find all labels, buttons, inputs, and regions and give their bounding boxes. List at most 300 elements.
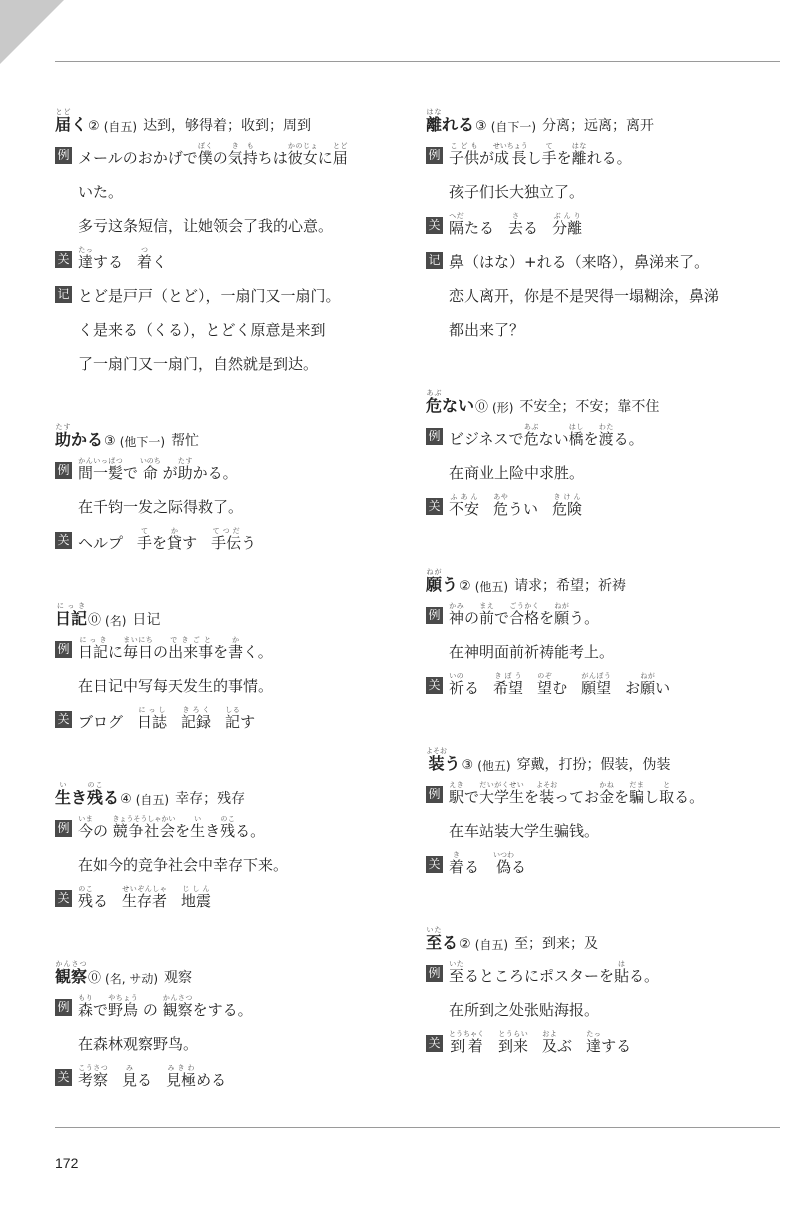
- entry-headline: [426, 568, 776, 594]
- translation-line: [426, 178, 776, 204]
- ruby-word: 書か: [228, 636, 244, 661]
- ruby-word: 記録きろく: [181, 705, 212, 731]
- furigana: い: [55, 781, 71, 790]
- furigana: よそお: [536, 781, 558, 789]
- translation: 在车站装大学生骗钱。: [449, 822, 600, 840]
- memo-line: [426, 281, 776, 307]
- furigana: かみ: [449, 602, 465, 610]
- furigana: かのじょ: [287, 142, 318, 150]
- ruby-word: 命いのち: [139, 457, 161, 482]
- memo-text: 鼻（はな）+れる（来咯），鼻涕来了。: [449, 252, 710, 271]
- vocab-entry: [55, 602, 405, 733]
- furigana: にっし: [137, 705, 168, 714]
- ruby-word: 貼は: [614, 960, 630, 985]
- ruby-word: 取と: [659, 781, 675, 806]
- related-word: 記しるす: [225, 705, 256, 731]
- ruby-word: 残のこ: [87, 781, 104, 808]
- related-word: [181, 885, 211, 913]
- furigana: だいがくせい: [479, 781, 525, 789]
- translation: 在如今的竞争社会中幸存下来。: [78, 856, 289, 874]
- translation-line: [426, 817, 776, 843]
- related-line: [55, 885, 405, 913]
- furigana: て: [541, 142, 557, 150]
- pitch-accent: ③: [461, 757, 474, 773]
- ruby-word: 見極みきわ: [166, 1063, 197, 1089]
- furigana: ねが: [426, 568, 443, 577]
- meaning: 达到，够得着；收到；周到: [143, 117, 312, 134]
- related-word: 隔へだたる: [449, 211, 495, 237]
- entry-headline: [55, 602, 405, 628]
- furigana: えき: [449, 781, 465, 789]
- furigana: てつだ: [211, 526, 242, 535]
- related-word: 見みる: [122, 1063, 153, 1089]
- translation-line: [55, 493, 405, 519]
- ruby-word: 競争社会きょうそうしゃかい: [112, 815, 176, 840]
- example-line: [55, 994, 405, 1022]
- entry-headline: [426, 747, 776, 773]
- furigana: のこ: [87, 781, 104, 790]
- part-of-speech: (自五): [135, 792, 170, 807]
- pitch-accent: ⓪: [475, 399, 489, 415]
- example-sentence: ビジネスで危あぶない橋はしを渡わたる。: [449, 423, 644, 448]
- ruby-word: 手伝てつだ: [211, 526, 242, 552]
- pitch-accent: ③: [475, 118, 487, 134]
- furigana: はな: [426, 108, 443, 117]
- related-word: [78, 1064, 108, 1092]
- entry-headline: [55, 781, 405, 807]
- furigana: か: [228, 636, 244, 644]
- furigana: しる: [225, 705, 241, 714]
- translation-line: [426, 996, 776, 1022]
- example-line: [55, 457, 405, 485]
- example-line: [426, 423, 776, 451]
- furigana: たす: [177, 457, 193, 465]
- vocab-entry: [426, 568, 776, 699]
- vocab-entry: [55, 781, 405, 912]
- part-of-speech: (他五): [474, 579, 509, 594]
- furigana: み: [122, 1063, 138, 1072]
- example-tag: 例: [55, 820, 72, 837]
- example-tag: 例: [426, 428, 443, 445]
- example-tag: 例: [55, 462, 72, 479]
- example-tag: 例: [426, 965, 443, 982]
- furigana: きょうそうしゃかい: [112, 815, 176, 823]
- example-line: [55, 636, 405, 664]
- furigana: とど: [332, 142, 348, 150]
- example-tag: 例: [426, 147, 443, 164]
- part-of-speech: (他下一): [119, 434, 166, 449]
- example-line: [426, 602, 776, 630]
- headword: 離はなれる: [426, 108, 475, 135]
- related-line: [55, 527, 405, 555]
- furigana: がんぼう: [581, 671, 612, 680]
- ruby-word: 願ねが: [426, 568, 443, 595]
- related-line: [426, 1030, 776, 1058]
- pitch-accent: ⓪: [88, 612, 102, 628]
- furigana: いた: [449, 960, 465, 968]
- ruby-word: 助たす: [177, 457, 193, 482]
- part-of-speech: (自五): [474, 937, 509, 952]
- example-tag: 例: [55, 641, 72, 658]
- example-sentence: 間一髪かんいっぱつで 命いのち が助たすかる。: [78, 457, 238, 482]
- ruby-word: 届とど: [332, 142, 348, 167]
- related-word: [122, 885, 167, 913]
- pitch-accent: ②: [459, 578, 471, 594]
- related-line: [426, 851, 776, 879]
- ruby-word: 考察こうさつ: [78, 1063, 109, 1089]
- vocab-entry: [426, 747, 776, 878]
- related-tag: 关: [426, 498, 443, 515]
- pitch-accent: ⓪: [88, 970, 102, 986]
- ruby-word: 残のこ: [220, 815, 236, 840]
- related-line: [55, 706, 405, 734]
- ruby-word: 日記にっき: [78, 636, 109, 661]
- ruby-word: 生存者せいぞんしゃ: [122, 884, 168, 910]
- furigana: せいちょう: [492, 142, 528, 150]
- furigana: あぶ: [426, 389, 443, 398]
- furigana: ぶんり: [552, 211, 583, 220]
- part-of-speech: (名, サ动): [105, 971, 159, 986]
- related-word: [552, 212, 582, 240]
- ruby-word: 残のこ: [78, 884, 94, 910]
- related-word: [493, 672, 523, 700]
- furigana: ぼく: [197, 142, 213, 150]
- furigana: き: [449, 850, 464, 859]
- ruby-word: 観察かんさつ: [162, 994, 193, 1019]
- left-column: [55, 108, 405, 1139]
- related-word: 手てを貸かす: [137, 526, 198, 552]
- furigana: ごうかく: [509, 602, 540, 610]
- furigana: もり: [78, 994, 94, 1002]
- furigana: か: [167, 526, 183, 535]
- ruby-word: 騙だま: [629, 781, 645, 806]
- furigana: ふあん: [449, 492, 480, 501]
- meaning: 日记: [132, 611, 161, 628]
- translation: 在神明面前祈祷能考上。: [449, 643, 615, 661]
- ruby-word: 前まえ: [479, 602, 495, 627]
- ruby-word: 日記にっき: [55, 602, 88, 629]
- furigana: たっ: [78, 245, 94, 254]
- page-number: 172: [55, 1155, 79, 1171]
- furigana: にっき: [55, 602, 87, 611]
- example-tag: 例: [426, 786, 443, 803]
- ruby-word: 子供こども: [449, 142, 480, 167]
- furigana: せいぞんしゃ: [122, 884, 168, 893]
- furigana: きぼう: [493, 671, 524, 680]
- example-sentence: 子供こどもが成長せいちょうし手てを離はなれる。: [449, 142, 632, 167]
- ruby-word: 届とど: [55, 108, 72, 135]
- ruby-word: 分離ぶんり: [552, 211, 583, 237]
- furigana: て: [137, 526, 153, 535]
- part-of-speech: (他五): [477, 758, 511, 773]
- ruby-word: 野鳥やちょう: [108, 994, 139, 1019]
- furigana: のぞ: [537, 671, 553, 680]
- example-sentence: 森もりで野鳥やちょう の 観察かんさつをする。: [78, 994, 253, 1019]
- ruby-word: 森もり: [78, 994, 94, 1019]
- translation: 在森林观察野鸟。: [78, 1035, 199, 1053]
- furigana: つ: [137, 245, 153, 254]
- furigana: きろく: [181, 705, 212, 714]
- ruby-word: 出来事できごと: [168, 636, 214, 661]
- related-word: 望のぞむ: [537, 671, 568, 697]
- example-tag: 例: [55, 147, 72, 164]
- ruby-word: 不安ふあん: [449, 492, 480, 518]
- ruby-word: 達たっ: [586, 1029, 602, 1055]
- headword: 届とどく: [55, 108, 88, 135]
- furigana: みきわ: [166, 1063, 197, 1072]
- pitch-accent: ④: [120, 791, 132, 807]
- memo-text: とど是戸戸（とど），一扇门又一扇门。: [78, 286, 341, 305]
- related-word: 危あやうい: [493, 492, 539, 518]
- related-word: [449, 1030, 484, 1058]
- memo-line: [55, 281, 405, 307]
- ruby-word: 間一髪かんいっぱつ: [78, 457, 124, 482]
- ruby-word: 成長せいちょう: [492, 142, 528, 167]
- headword: 至いたる: [426, 926, 459, 953]
- translation-line: [55, 212, 405, 238]
- vocab-entry: [55, 423, 405, 554]
- ruby-word: 去さ: [508, 211, 524, 237]
- example-tag: 例: [55, 999, 72, 1016]
- translation-line: [426, 459, 776, 485]
- furigana: こうさつ: [78, 1063, 109, 1072]
- example-line: [55, 815, 405, 843]
- vocab-entry: [55, 960, 405, 1091]
- example-sentence: 駅えきで大学生だいがくせいを装よそおってお金かねを騙だまし取とる。: [449, 781, 705, 806]
- ruby-word: 至いた: [449, 960, 465, 985]
- furigana: と: [659, 781, 675, 789]
- entry-headline: [55, 108, 405, 134]
- entry-headline: [426, 389, 776, 415]
- example-sentence: メールのおかげで僕ぼくの気持きもちは彼女かのじょに届とど: [78, 142, 348, 167]
- furigana: い: [190, 815, 206, 823]
- headword: [55, 960, 87, 986]
- furigana: たっ: [586, 1029, 602, 1038]
- ruby-word: 彼女かのじょ: [287, 142, 318, 167]
- furigana: いた: [426, 926, 443, 935]
- furigana: こども: [449, 142, 480, 150]
- translation: 在所到之处张贴海报。: [449, 1001, 600, 1019]
- meaning: 幸存；残存: [175, 790, 246, 807]
- related-word: 着つく: [137, 245, 168, 271]
- related-tag: 关: [426, 677, 443, 694]
- furigana: かんいっぱつ: [78, 457, 124, 465]
- ruby-word: 隔へだ: [449, 211, 465, 237]
- related-word: 偽いつわる: [493, 850, 527, 876]
- ruby-word: 離はな: [571, 142, 587, 167]
- example-tag: 例: [426, 607, 443, 624]
- ruby-word: 願ねが: [640, 671, 656, 697]
- related-tag: 关: [55, 890, 72, 907]
- meaning: 不安全；不安；靠不住: [519, 398, 660, 415]
- ruby-word: 貸か: [167, 526, 183, 552]
- related-tag: 关: [55, 711, 72, 728]
- meaning: 帮忙: [171, 432, 200, 449]
- ruby-word: 達たっ: [78, 245, 94, 271]
- ruby-word: 手て: [541, 142, 557, 167]
- furigana: よそお: [426, 747, 447, 756]
- translation: 孩子们长大独立了。: [449, 183, 585, 201]
- ruby-word: 生い: [55, 781, 72, 808]
- headword: 危あぶない: [426, 389, 475, 416]
- ruby-word: 離はな: [426, 108, 443, 135]
- translation-line: [426, 638, 776, 664]
- furigana: にっき: [78, 636, 108, 644]
- vocab-entry: [55, 108, 405, 375]
- meaning: 分离；远离；离开: [542, 117, 655, 134]
- part-of-speech: (自五): [103, 119, 138, 134]
- example-sentence: 今いまの 競争社会きょうそうしゃかいを生いき残のこる。: [78, 815, 266, 840]
- pitch-accent: ②: [88, 118, 100, 134]
- furigana: とど: [55, 108, 72, 117]
- ruby-word: 渡わた: [598, 423, 614, 448]
- example-sentence-cont: いた。: [78, 183, 124, 201]
- ruby-word: 地震じしん: [181, 884, 212, 910]
- furigana: のこ: [220, 815, 236, 823]
- ruby-word: 至いた: [426, 926, 443, 953]
- example-line: [55, 142, 405, 170]
- related-word: [181, 706, 211, 734]
- top-rule: [55, 61, 780, 62]
- ruby-word: 望のぞ: [537, 671, 553, 697]
- related-word: 手伝てつだう: [211, 526, 257, 552]
- memo-text: 了一扇门又一扇门，自然就是到达。: [78, 354, 319, 373]
- ruby-word: 観察かんさつ: [55, 960, 88, 987]
- related-tag: 关: [55, 1069, 72, 1086]
- furigana: だま: [629, 781, 645, 789]
- meaning: 穿戴，打扮；假装，伪装: [516, 756, 671, 773]
- furigana: いの: [449, 671, 465, 680]
- furigana: たす: [55, 423, 72, 432]
- ruby-word: 橋はし: [568, 423, 584, 448]
- vocab-entry: [426, 926, 776, 1057]
- meaning: 至；到来；及: [514, 935, 599, 952]
- translation: 在千钧一发之际得救了。: [78, 498, 244, 516]
- related-word: [552, 493, 582, 521]
- related-line: [55, 246, 405, 274]
- furigana: かね: [599, 781, 615, 789]
- furigana: いま: [78, 815, 94, 823]
- furigana: わた: [598, 423, 614, 431]
- meaning: 请求；希望；祈祷: [514, 577, 627, 594]
- related-word: [449, 493, 479, 521]
- furigana: とうらい: [498, 1029, 529, 1038]
- furigana: かんさつ: [55, 960, 88, 969]
- furigana: じしん: [181, 884, 212, 893]
- ruby-word: 気持きも: [227, 142, 258, 167]
- furigana: やちょう: [108, 994, 139, 1002]
- memo-tag: 记: [55, 286, 72, 303]
- translation: 在商业上险中求胜。: [449, 464, 585, 482]
- ruby-word: 着き: [449, 850, 465, 876]
- related-tag: 关: [55, 532, 72, 549]
- part-of-speech: (形): [492, 400, 514, 415]
- ruby-word: 到来とうらい: [498, 1029, 529, 1055]
- memo-line: [55, 349, 405, 375]
- vocab-entry: [426, 389, 776, 520]
- ruby-word: 到着とうちゃく: [449, 1029, 484, 1055]
- example-sentence: 神かみの前まえで合格ごうかくを願ねがう。: [449, 602, 600, 627]
- furigana: ねが: [554, 602, 570, 610]
- furigana: できごと: [168, 636, 214, 644]
- entry-headline: [426, 108, 776, 134]
- memo-line: [426, 247, 776, 273]
- related-word: [581, 672, 611, 700]
- example-line: [426, 781, 776, 809]
- related-line: [426, 672, 776, 700]
- ruby-word: 毎日まいにち: [123, 636, 154, 661]
- memo-line: [426, 315, 776, 341]
- furigana: およ: [542, 1029, 558, 1038]
- part-of-speech: (名): [105, 613, 127, 628]
- translation-line: [55, 851, 405, 877]
- related-word: ブログ: [78, 712, 124, 731]
- translation: 在日记中写每天发生的事情。: [78, 677, 274, 695]
- furigana: まいにち: [123, 636, 154, 644]
- ruby-word: 金かね: [599, 781, 615, 806]
- related-word: 着きる: [449, 850, 480, 876]
- headword: 助たすかる: [55, 423, 104, 450]
- memo-line: [55, 315, 405, 341]
- related-line: [55, 1064, 405, 1092]
- translation-line: [55, 1030, 405, 1056]
- related-word: 達たっする: [586, 1029, 632, 1055]
- related-word: [498, 1030, 528, 1058]
- ruby-word: 希望きぼう: [493, 671, 524, 697]
- ruby-word: 願望がんぼう: [581, 671, 612, 697]
- ruby-word: 駅えき: [449, 781, 465, 806]
- page-corner-shade: [0, 0, 64, 64]
- translation-line: [55, 672, 405, 698]
- memo-text: く是来る（くる），とどく原意是来到: [78, 320, 326, 339]
- headword: 願ねがう: [426, 568, 459, 595]
- ruby-word: 僕ぼく: [197, 142, 213, 167]
- ruby-word: 今いま: [78, 815, 94, 840]
- ruby-word: 記しる: [225, 705, 241, 731]
- ruby-word: 見み: [122, 1063, 138, 1089]
- related-word: 去さる: [508, 211, 539, 237]
- ruby-word: 危あぶ: [523, 423, 539, 448]
- vocab-entry: [426, 108, 776, 341]
- ruby-word: 装よそお: [426, 747, 447, 774]
- ruby-word: 日誌にっし: [137, 705, 168, 731]
- furigana: あや: [493, 492, 509, 501]
- related-line: [426, 212, 776, 240]
- memo-text: 都出来了？: [449, 320, 525, 339]
- ruby-word: 願ねが: [554, 602, 570, 627]
- related-word: [137, 706, 167, 734]
- furigana: とうちゃく: [449, 1029, 484, 1038]
- ruby-word: 大学生だいがくせい: [479, 781, 525, 806]
- related-word: 祈いのる: [449, 671, 480, 697]
- example-line: [426, 960, 776, 988]
- related-word: 見極みきわめる: [166, 1063, 227, 1089]
- related-word: 残のこる: [78, 884, 109, 910]
- right-column: [426, 108, 776, 1105]
- entry-headline: [426, 926, 776, 952]
- translation: 多亏这条短信，让她领会了我的心意。: [78, 217, 334, 235]
- ruby-word: 着つ: [137, 245, 153, 271]
- furigana: あぶ: [523, 423, 539, 431]
- example-line: [426, 142, 776, 170]
- furigana: は: [614, 960, 630, 968]
- related-tag: 关: [426, 217, 443, 234]
- furigana: いのち: [139, 457, 161, 465]
- related-word: 達たっする: [78, 245, 124, 271]
- furigana: はな: [571, 142, 587, 150]
- ruby-word: 合格ごうかく: [509, 602, 540, 627]
- ruby-word: 神かみ: [449, 602, 465, 627]
